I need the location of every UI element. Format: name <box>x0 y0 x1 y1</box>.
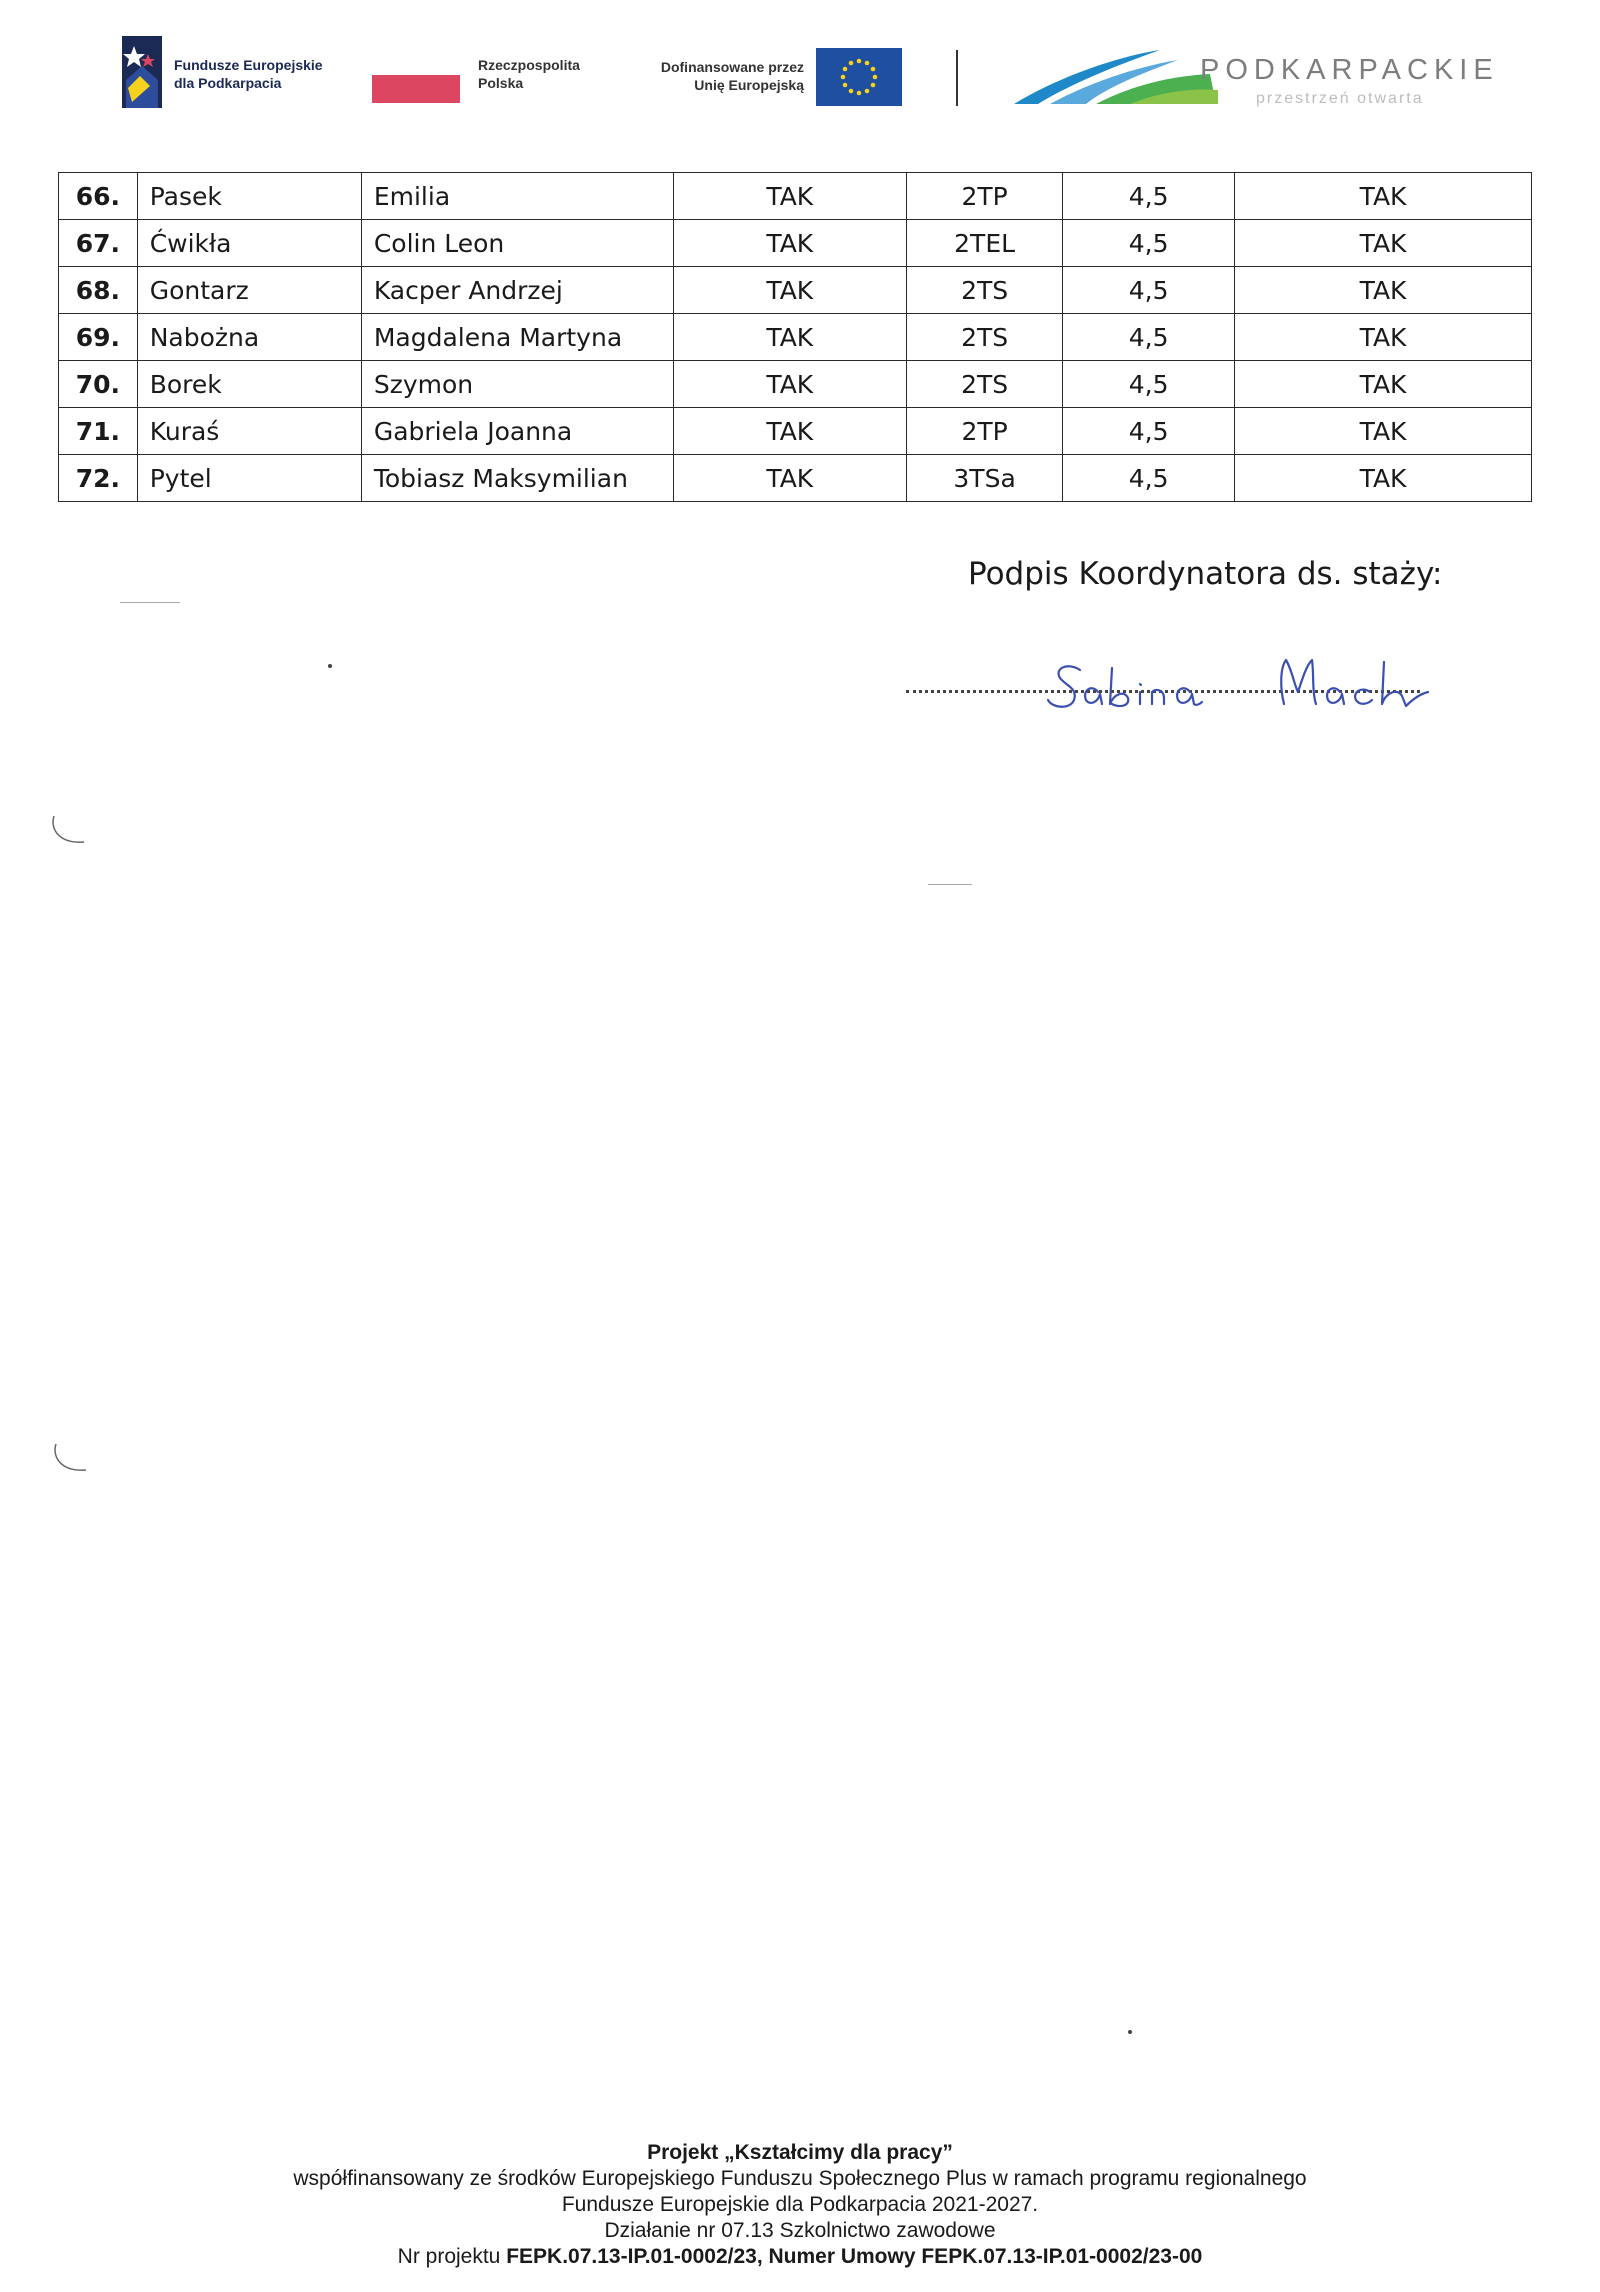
scan-speck <box>328 664 332 668</box>
last-name: Kuraś <box>137 408 361 455</box>
footer-action: Działanie nr 07.13 Szkolnictwo zawodowe <box>604 2219 996 2242</box>
polish-flag-white <box>372 61 460 75</box>
column-b-value: TAK <box>1235 220 1532 267</box>
column-a-value: TAK <box>673 267 906 314</box>
scan-mark <box>48 812 88 852</box>
column-a-value: TAK <box>673 361 906 408</box>
logo-bar <box>0 0 1600 130</box>
table-row <box>59 220 1532 267</box>
column-b-value: TAK <box>1235 408 1532 455</box>
students-table <box>58 172 1532 502</box>
podkarpackie-wave-logo <box>1010 46 1220 108</box>
table-row <box>59 408 1532 455</box>
first-name: Colin Leon <box>361 220 673 267</box>
class-code: 2TP <box>907 173 1063 220</box>
column-b-value: TAK <box>1235 314 1532 361</box>
column-a-value: TAK <box>673 408 906 455</box>
row-number: 69. <box>59 314 138 361</box>
class-code: 2TEL <box>907 220 1063 267</box>
scan-mark <box>50 1440 90 1480</box>
table-row <box>59 267 1532 314</box>
column-a-value: TAK <box>673 220 906 267</box>
footer-title: Projekt „Kształcimy dla pracy” <box>647 2141 953 2164</box>
eu-flag-icon <box>816 48 902 106</box>
class-code: 2TS <box>907 314 1063 361</box>
rp-line2: Polska <box>478 75 524 91</box>
fe-line1: Fundusze Europejskie <box>174 57 323 73</box>
first-name: Gabriela Joanna <box>361 408 673 455</box>
last-name: Pasek <box>137 173 361 220</box>
footer-cofinancing: współfinansowany ze środków Europejskiego Funduszu Społecznego Plus w ramach programu regionalnego <box>293 2167 1307 2190</box>
table-row <box>59 173 1532 220</box>
polish-flag-red <box>372 75 460 103</box>
rzeczpospolita-text <box>478 56 580 92</box>
last-name: Gontarz <box>137 267 361 314</box>
column-b-value: TAK <box>1235 455 1532 502</box>
grade-average: 4,5 <box>1063 173 1235 220</box>
column-a-value: TAK <box>673 455 906 502</box>
grade-average: 4,5 <box>1063 314 1235 361</box>
table-row <box>59 455 1532 502</box>
fundusze-europejskie-logo <box>122 36 162 108</box>
last-name: Borek <box>137 361 361 408</box>
class-code: 2TS <box>907 267 1063 314</box>
class-code: 3TSa <box>907 455 1063 502</box>
row-number: 72. <box>59 455 138 502</box>
class-code: 2TP <box>907 408 1063 455</box>
grade-average: 4,5 <box>1063 455 1235 502</box>
grade-average: 4,5 <box>1063 361 1235 408</box>
footer-project-number <box>0 2244 1600 2270</box>
scan-speck <box>1128 2030 1132 2034</box>
grade-average: 4,5 <box>1063 220 1235 267</box>
row-number: 70. <box>59 361 138 408</box>
table-row <box>59 361 1532 408</box>
rp-line1: Rzeczpospolita <box>478 57 580 73</box>
eu-funding-text <box>640 58 804 94</box>
column-b-value: TAK <box>1235 267 1532 314</box>
column-a-value: TAK <box>673 314 906 361</box>
table-body <box>59 173 1532 502</box>
handwritten-signature <box>1040 648 1460 718</box>
column-b-value: TAK <box>1235 361 1532 408</box>
footer-program: Fundusze Europejskie dla Podkarpacia 2021-2027. <box>561 2193 1039 2216</box>
class-code: 2TS <box>907 361 1063 408</box>
ue-line1: Dofinansowane przez <box>660 59 804 75</box>
row-number: 71. <box>59 408 138 455</box>
row-number: 68. <box>59 267 138 314</box>
first-name: Kacper Andrzej <box>361 267 673 314</box>
column-b-value: TAK <box>1235 173 1532 220</box>
column-a-value: TAK <box>673 173 906 220</box>
table-row <box>59 314 1532 361</box>
project-footer <box>0 2140 1600 2270</box>
last-name: Ćwikła <box>137 220 361 267</box>
last-name: Pytel <box>137 455 361 502</box>
last-name: Nabożna <box>137 314 361 361</box>
signature-label: Podpis Koordynatora ds. staży: <box>968 556 1443 592</box>
scan-speck <box>928 884 972 885</box>
footer-project-prefix: Nr projektu <box>397 2245 507 2268</box>
first-name: Magdalena Martyna <box>361 314 673 361</box>
podkarpackie-subtitle: przestrzeń otwarta <box>1256 90 1424 107</box>
first-name: Tobiasz Maksymilian <box>361 455 673 502</box>
scan-speck <box>120 602 180 603</box>
first-name: Emilia <box>361 173 673 220</box>
row-number: 66. <box>59 173 138 220</box>
first-name: Szymon <box>361 361 673 408</box>
row-number: 67. <box>59 220 138 267</box>
podkarpackie-title: PODKARPACKIE <box>1200 54 1499 86</box>
ue-line2: Unię Europejską <box>694 77 804 93</box>
grade-average: 4,5 <box>1063 267 1235 314</box>
grade-average: 4,5 <box>1063 408 1235 455</box>
fundusze-europejskie-text <box>174 56 323 92</box>
footer-project-codes: FEPK.07.13-IP.01-0002/23, Numer Umowy FEPK.07.13-IP.01-0002/23-00 <box>506 2245 1203 2268</box>
fe-line2: dla Podkarpacia <box>174 75 282 91</box>
logo-separator <box>956 50 958 106</box>
